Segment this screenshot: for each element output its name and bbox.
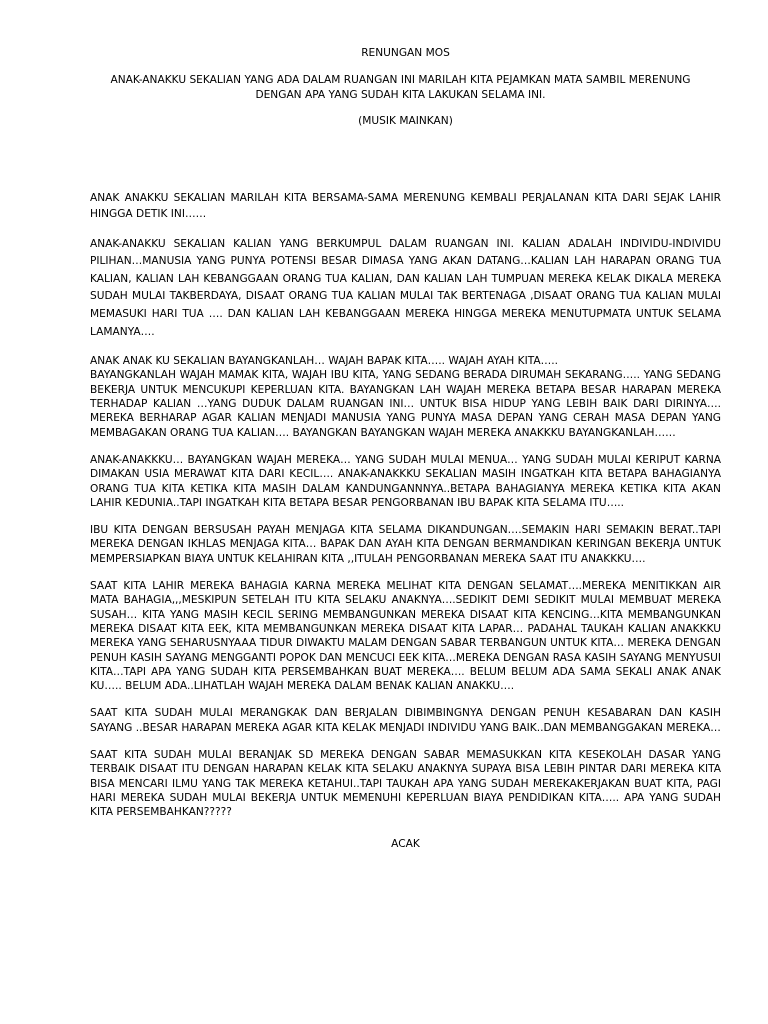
paragraph-5: IBU KITA DENGAN BERSUSAH PAYAH MENJAGA KITA SELAMA DIKANDUNGAN….SEMAKIN HARI SEMAKIN BERAT..TAPI MEREKA DENGAN IKHLAS MENJAGA KITA… BAPAK DAN AYAH KITA DENGAN BERMANDIKAN KERINGAN BEKERJA UNTUK MEMPERSIAPKAN BIAYA UNTUK KELAHIRAN KITA ,,ITULAH PENGORBANAN MEREKA SAAT ITU ANAKKKU….	[90, 524, 721, 565]
document-body	[90, 191, 721, 819]
paragraph-3: ANAK ANAK KU SEKALIAN BAYANGKANLAH… WAJAH BAPAK KITA….. WAJAH AYAH KITA….. BAYANGKANLAH WAJAH MAMAK KITA, WAJAH IBU KITA, YANG SEDANG BERADA DIRUMAH SEKARANG….. YANG SEDANG BEKERJA UNTUK MENCUKUPI KEPERLUAN KITA. BAYANGKAN LAH WAJAH MEREKA BETAPA BESAR HARAPAN MEREKA TERHADAP KALIAN …YANG DUDUK DALAM RUANGAN INI… UNTUK BISA HIDUP YANG LEBIH BAIK DARI DIRINYA…. MEREKA BERHARAP AGAR KALIAN MENJADI MANUSIA YANG PUNYA MASA DEPAN YANG CERAH MASA DEPAN YANG MEMBAGAKAN ORANG TUA KALIAN…. BAYANGKAN BAYANGKAN WAJAH MEREKA ANAKKKU BAYANGKANLAH……	[90, 355, 721, 439]
paragraph-4: ANAK-ANAKKKU… BAYANGKAN WAJAH MEREKA… YANG SUDAH MULAI MENUA… YANG SUDAH MULAI KERIPUT KARNA DIMAKAN USIA MERAWAT KITA DARI KECIL…. ANAK-ANAKKKU SEKALIAN MASIH INGATKAH KITA BETAPA BAHAGIANYA ORANG TUA KITA KETIKA KITA MASIH DALAM KANDUNGANNNYA..BETAPA BAHAGIANYA MEREKA KETIKA KITA AKAN LAHIR KEDUNIA..TAPI INGATKAH KITA BETAPA BESAR PENGORBANAN IBU BAPAK KITA SELAMA ITU…..	[90, 453, 721, 509]
paragraph-1: ANAK ANAKKU SEKALIAN MARILAH KITA BERSAMA-SAMA MERENUNG KEMBALI PERJALANAN KITA DARI SEJAK LAHIR HINGGA DETIK INI……	[90, 192, 721, 220]
paragraph-2: ANAK-ANAKKU SEKALIAN KALIAN YANG BERKUMPUL DALAM RUANGAN INI. KALIAN ADALAH INDIVIDU-INDIVIDU PILIHAN…MANUSIA YANG PUNYA POTENSI BESAR DIMASA YANG AKAN DATANG…KALIAN LAH HARAPAN ORANG TUA KALIAN, KALIAN LAH KEBANGGAAN ORANG TUA KALIAN, DAN KALIAN LAH TUMPUAN MEREKA KELAK DIKALA MEREKA SUDAH MULAI TAKBERDAYA, DISAAT ORANG TUA KALIAN MULAI TAK BERTENAGA ,DISAAT ORANG TUA KALIAN MULAI MEMASUKI HARI TUA …. DAN KALIAN LAH KEBANGGAAN MEREKA HINGGA MEREKA MENUTUPMATA UNTUK SELAMA LAMANYA….	[90, 237, 721, 338]
music-note: (MUSIK MAINKAN)	[358, 114, 453, 127]
paragraph-8: SAAT KITA SUDAH MULAI BERANJAK SD MEREKA DENGAN SABAR MEMASUKKAN KITA KESEKOLAH DASAR YANG TERBAIK DISAAT ITU DENGAN HARAPAN KELAK KITA SELAKU ANAKNYA SUPAYA BISA LEBIH PINTAR DARI MEREKA KITA BISA MENCARI ILMU YANG TAK MEREKA KETAHUI..TAPI TAUKAH APA YANG SUDAH MEREKAKERJAKAN BUAT KITA, PAGI HARI MEREKA SUDAH MULAI BEKERJA UNTUK MEMENUHI KEPERLUAN BIAYA PENDIDIKAN KITA….. APA YANG SUDAH KITA PERSEMBAHKAN?????	[90, 748, 721, 819]
closing-text: ACAK	[391, 838, 420, 851]
paragraph-6: SAAT KITA LAHIR MEREKA BAHAGIA KARNA MEREKA MELIHAT KITA DENGAN SELAMAT….MEREKA MENITIKKAN AIR MATA BAHAGIA,,,MESKIPUN SETELAH ITU KITA SELAKU ANAKNYA….SEDIKIT DEMI SEDIKIT MULAI MEMBUAT MEREKA SUSAH… KITA YANG MASIH KECIL SERING MEMBANGUNKAN MEREKA DISAAT KITA KENCING…KITA MEMBANGUNKAN MEREKA DISAAT KITA EEK, KITA MEMBANGUNKAN MEREKA DISAAT KITA LAPAR… PADAHAL TAUKAH KALIAN ANAKKKU MEREKA YANG SEHARUSNYAAA TIDUR DIWAKTU MALAM DENGAN SABAR TERBANGUN UNTUK KITA… MEREKA DENGAN PENUH KASIH SAYANG MENGGANTI POPOK DAN MENCUCI EEK KITA…MEREKA DENGAN RASA KASIH SAYANG MENYUSUI KITA…TAPI APA YANG SUDAH KITA PERSEMBAHKAN BUAT MEREKA…. BELUM BELUM ADA SAMA SEKALI ANAK ANAK KU….. BELUM ADA..LIHATLAH WAJAH MEREKA DALAM BENAK KALIAN ANAKKU….	[90, 580, 721, 693]
paragraph-7: SAAT KITA SUDAH MULAI MERANGKAK DAN BERJALAN DIBIMBINGNYA DENGAN PENUH KESABARAN DAN KASIH SAYANG ..BESAR HARAPAN MEREKA AGAR KITA KELAK MENJADI INDIVIDU YANG BAIK..DAN MEMBANGGAKAN MEREKA…	[90, 707, 721, 734]
intro-text: ANAK-ANAKKU SEKALIAN YANG ADA DALAM RUANGAN INI MARILAH KITA PEJAMKAN MATA SAMBIL MERENUNG DENGAN APA YANG SUDAH KITA LAKUKAN SELAMA INI.	[110, 73, 691, 101]
document-title: RENUNGAN MOS	[361, 47, 450, 59]
